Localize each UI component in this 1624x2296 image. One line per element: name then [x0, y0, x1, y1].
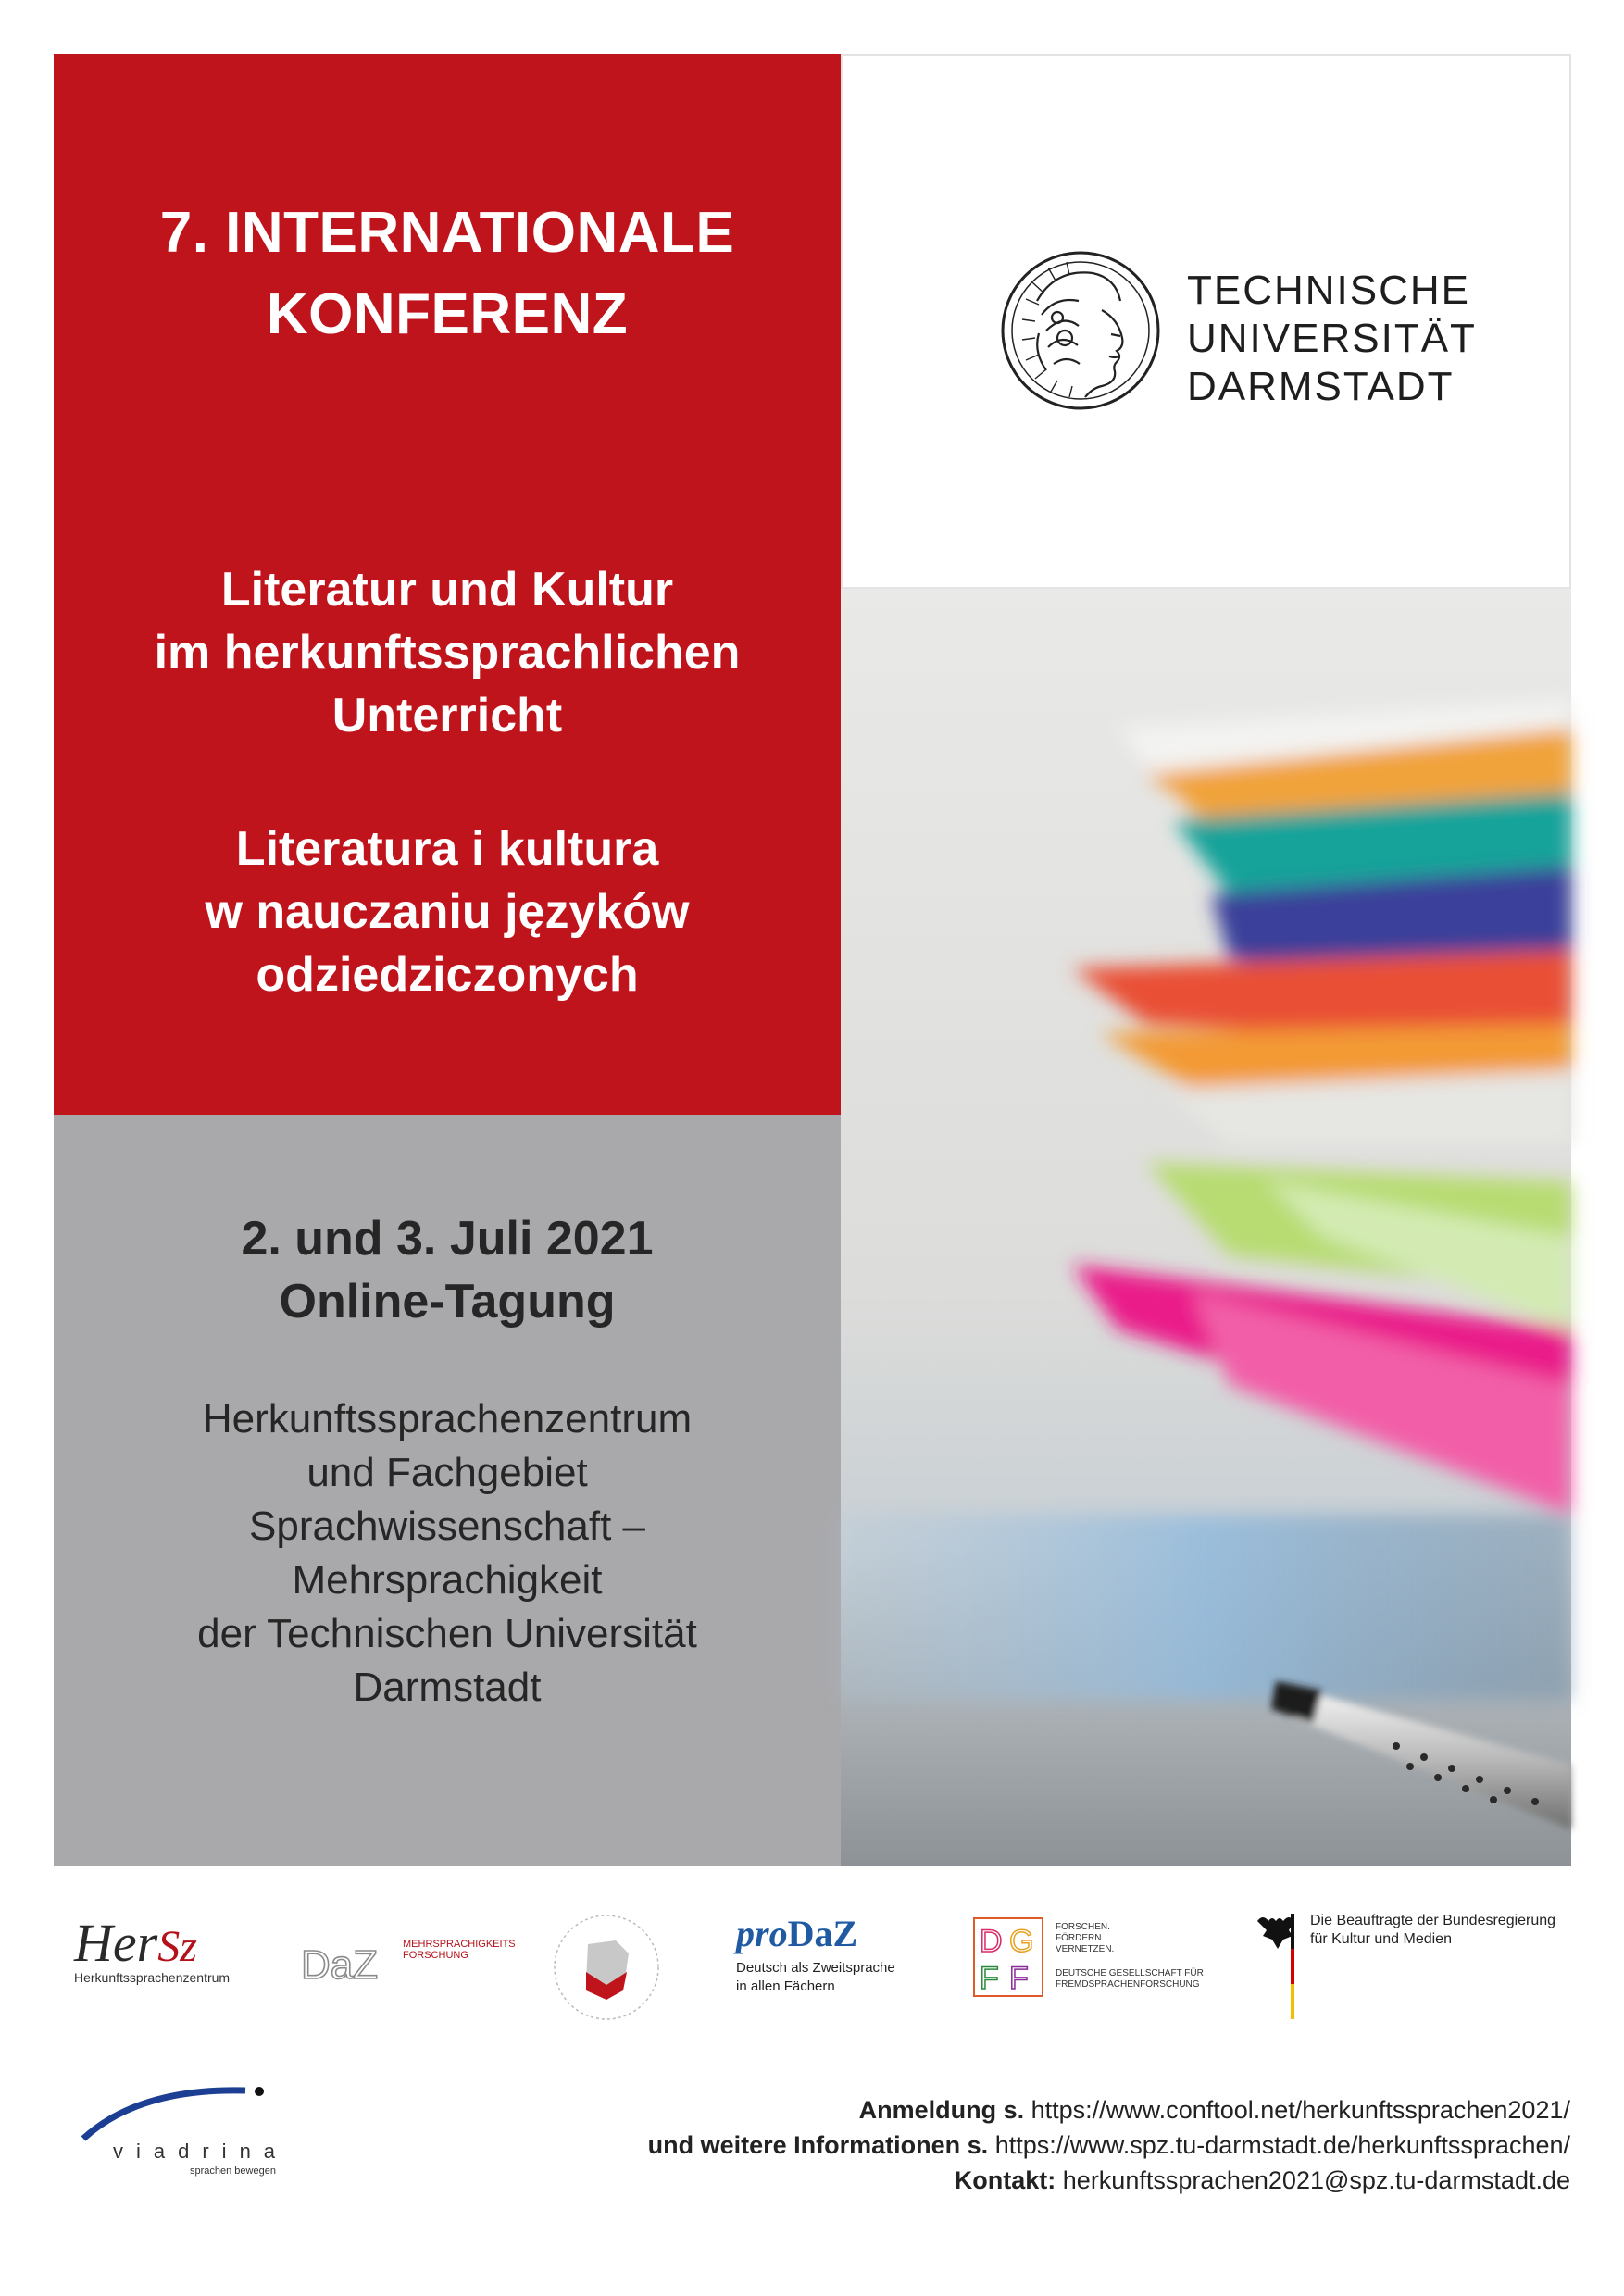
- viadrina-logo: viadrina sprachen bewegen: [74, 2078, 315, 2180]
- svg-text:F: F: [980, 1961, 999, 1996]
- svg-text:MEHRSPRACHIGKEITS: MEHRSPRACHIGKEITS: [403, 1939, 516, 1950]
- daz-logo-graphic: [301, 1930, 516, 1995]
- dgff-name: DEUTSCHE GESELLSCHAFT FÜR FREMDSPRACHENFORSCHUNG: [1056, 1968, 1204, 1990]
- athena-head-seal-icon: [1000, 245, 1162, 417]
- info-link[interactable]: https://www.spz.tu-darmstadt.de/herkunftssprachen/: [994, 2131, 1570, 2159]
- contact-line: Kontakt: herkunftssprachen2021@spz.tu-darmstadt.de: [954, 2166, 1570, 2194]
- svg-text:FORSCHUNG: FORSCHUNG: [403, 1950, 468, 1961]
- hersz-logo: HerSz Herkunftssprachenzentrum: [74, 1913, 231, 1985]
- svg-text:DaZ: DaZ: [301, 1942, 379, 1988]
- organizer-text: Herkunftssprachenzentrum und Fachgebiet Sprachwissenschaft – Mehrsprachigkeit der Technischen Universität Darmstadt: [197, 1396, 697, 1710]
- registration-line: Anmeldung s. https://www.conftool.net/herkunftssprachen2021/: [858, 2096, 1570, 2124]
- viadrina-swoosh-graphic: [74, 2078, 315, 2143]
- partner-logos: [0, 1893, 1624, 2051]
- svg-text:D: D: [980, 1924, 1003, 1959]
- federal-eagle-icon: [1250, 1912, 1305, 2023]
- university-logo-panel: [841, 54, 1571, 589]
- svg-text:G: G: [1009, 1924, 1034, 1959]
- folders-photo: [841, 589, 1571, 1866]
- dgff-logo: [972, 1916, 1204, 2009]
- contact-email-link[interactable]: herkunftssprachen2021@spz.tu-darmstadt.de: [1062, 2166, 1570, 2194]
- svg-text:F: F: [1009, 1961, 1029, 1996]
- contact-footer: [648, 2092, 1570, 2198]
- bkm-logo: Die Beauftragte der Bundesregierung für Kultur und Medien: [1250, 1912, 1565, 2023]
- subtitle-german: Literatur und Kultur im herkunftssprachlichen Unterricht: [154, 563, 741, 742]
- colored-folders-image: [841, 589, 1571, 1866]
- prodaz-logo: proDaZ Deutsch als Zweitsprache in allen Fächern: [736, 1913, 895, 1994]
- poland-germany-map-seal-icon: [551, 1912, 662, 2023]
- event-date: 2. und 3. Juli 2021 Online-Tagung: [241, 1212, 654, 1329]
- info-panel: [54, 1115, 841, 1866]
- university-name: TECHNISCHE UNIVERSITÄT DARMSTADT: [1187, 268, 1477, 409]
- info-line: und weitere Informationen s. https://www.spz.tu-darmstadt.de/herkunftssprachen/: [647, 2131, 1570, 2159]
- registration-link[interactable]: https://www.conftool.net/herkunftssprachen2021/: [1031, 2096, 1570, 2124]
- dgff-motto: FORSCHEN. FÖRDERN. VERNETZEN.: [1056, 1922, 1115, 1954]
- dgff-letters-graphic: [972, 1916, 1046, 2000]
- subtitle-polish: Literatura i kultura w nauczaniu języków odziedziczonych: [205, 822, 690, 1002]
- daz-logo: [301, 1930, 516, 1995]
- conference-title: 7. INTERNATIONALE KONFERENZ: [159, 201, 735, 346]
- title-panel: [54, 54, 841, 1115]
